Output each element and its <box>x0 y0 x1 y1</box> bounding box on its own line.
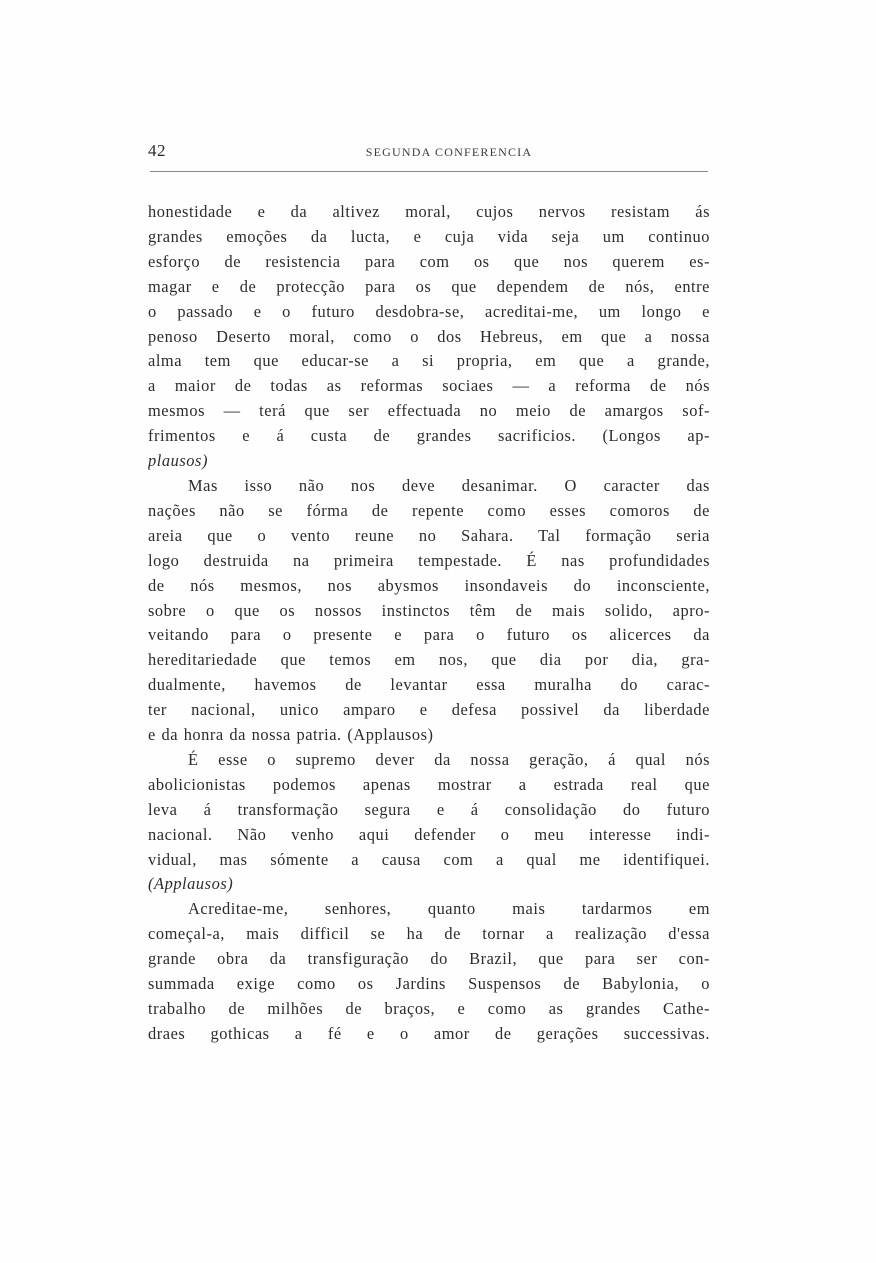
text-line: grande obra da transfiguração do Brazil, que para ser con- <box>148 949 710 969</box>
text-line: penoso Deserto moral, como o dos Hebreus, em que a nossa <box>148 326 710 346</box>
text-line: É esse o supremo dever da nossa geração, á qual nós <box>188 749 710 769</box>
text-line: começal-a, mais difficil se ha de tornar a realização d'essa <box>148 924 710 944</box>
text-line: magar e de protecção para os que dependem de nós, entre <box>148 276 710 296</box>
text-line: e da honra da nossa patria. (Applausos) <box>148 725 434 745</box>
text-line: honestidade e da altivez moral, cujos nervos resistam ás <box>148 202 710 221</box>
page-number: 42 <box>148 141 166 160</box>
text-line: trabalho de milhões de braços, e como as grandes Cathe- <box>148 999 710 1018</box>
text-line: draes gothicas a fé e o amor de gerações successivas. <box>148 1023 710 1043</box>
text-line: logo destruida na primeira tempestade. É nas profundidades <box>148 550 710 570</box>
paragraph-3 <box>148 748 710 897</box>
text-line: veitando para o presente e para o futuro os alicerces da <box>148 625 710 645</box>
paragraph-1 <box>148 200 710 474</box>
text-line: summada exige como os Jardins Suspensos de Babylonia, o <box>148 974 710 994</box>
paragraph-2 <box>148 474 710 748</box>
text-line: Acreditae-me, senhores, quanto mais tardarmos em <box>188 899 710 919</box>
text-line: plausos) <box>148 451 208 471</box>
text-line: hereditariedade que temos em nos, que dia por dia, gra- <box>148 650 710 670</box>
text-line: a maior de todas as reformas sociaes — a reforma de nós <box>148 376 710 396</box>
text-line: dualmente, havemos de levantar essa muralha do carac- <box>148 675 710 695</box>
text-line: sobre o que os nossos instinctos têm de mais solido, apro- <box>148 600 710 620</box>
text-line: areia que o vento reune no Sahara. Tal formação seria <box>148 525 710 545</box>
text-line: de nós mesmos, nos abysmos insondaveis do inconsciente, <box>148 575 710 595</box>
text-line: esforço de resistencia para com os que nos querem es- <box>148 251 710 271</box>
text-line: o passado e o futuro desdobra-se, acreditai-me, um longo e <box>148 301 710 321</box>
text-line: (Applausos) <box>148 874 234 894</box>
header-rule <box>150 171 708 172</box>
text-line: alma tem que educar-se a si propria, em que a grande, <box>148 351 710 371</box>
text-line: Mas isso não nos deve desanimar. O caracter das <box>188 475 710 495</box>
text-line: mesmos — terá que ser effectuada no meio de amargos sof- <box>148 401 710 421</box>
text-line: vidual, mas sómente a causa com a qual me identifiquei. <box>148 849 710 869</box>
running-head: SEGUNDA CONFERENCIA <box>365 145 533 159</box>
text-line: leva á transformação segura e á consolidação do futuro <box>148 799 710 819</box>
paragraph-4 <box>148 897 710 1046</box>
text-line: frimentos e á custa de grandes sacrificios. (Longos ap- <box>148 426 710 446</box>
body-text <box>148 200 710 1047</box>
text-line: nações não se fórma de repente como esses comoros de <box>148 500 710 520</box>
text-line: abolicionistas podemos apenas mostrar a estrada real que <box>148 774 710 794</box>
text-line: grandes emoções da lucta, e cuja vida seja um continuo <box>148 226 710 246</box>
text-line: nacional. Não venho aqui defender o meu interesse indi- <box>148 824 710 844</box>
text-line: ter nacional, unico amparo e defesa possivel da liberdade <box>148 700 710 720</box>
page-header <box>148 141 710 167</box>
